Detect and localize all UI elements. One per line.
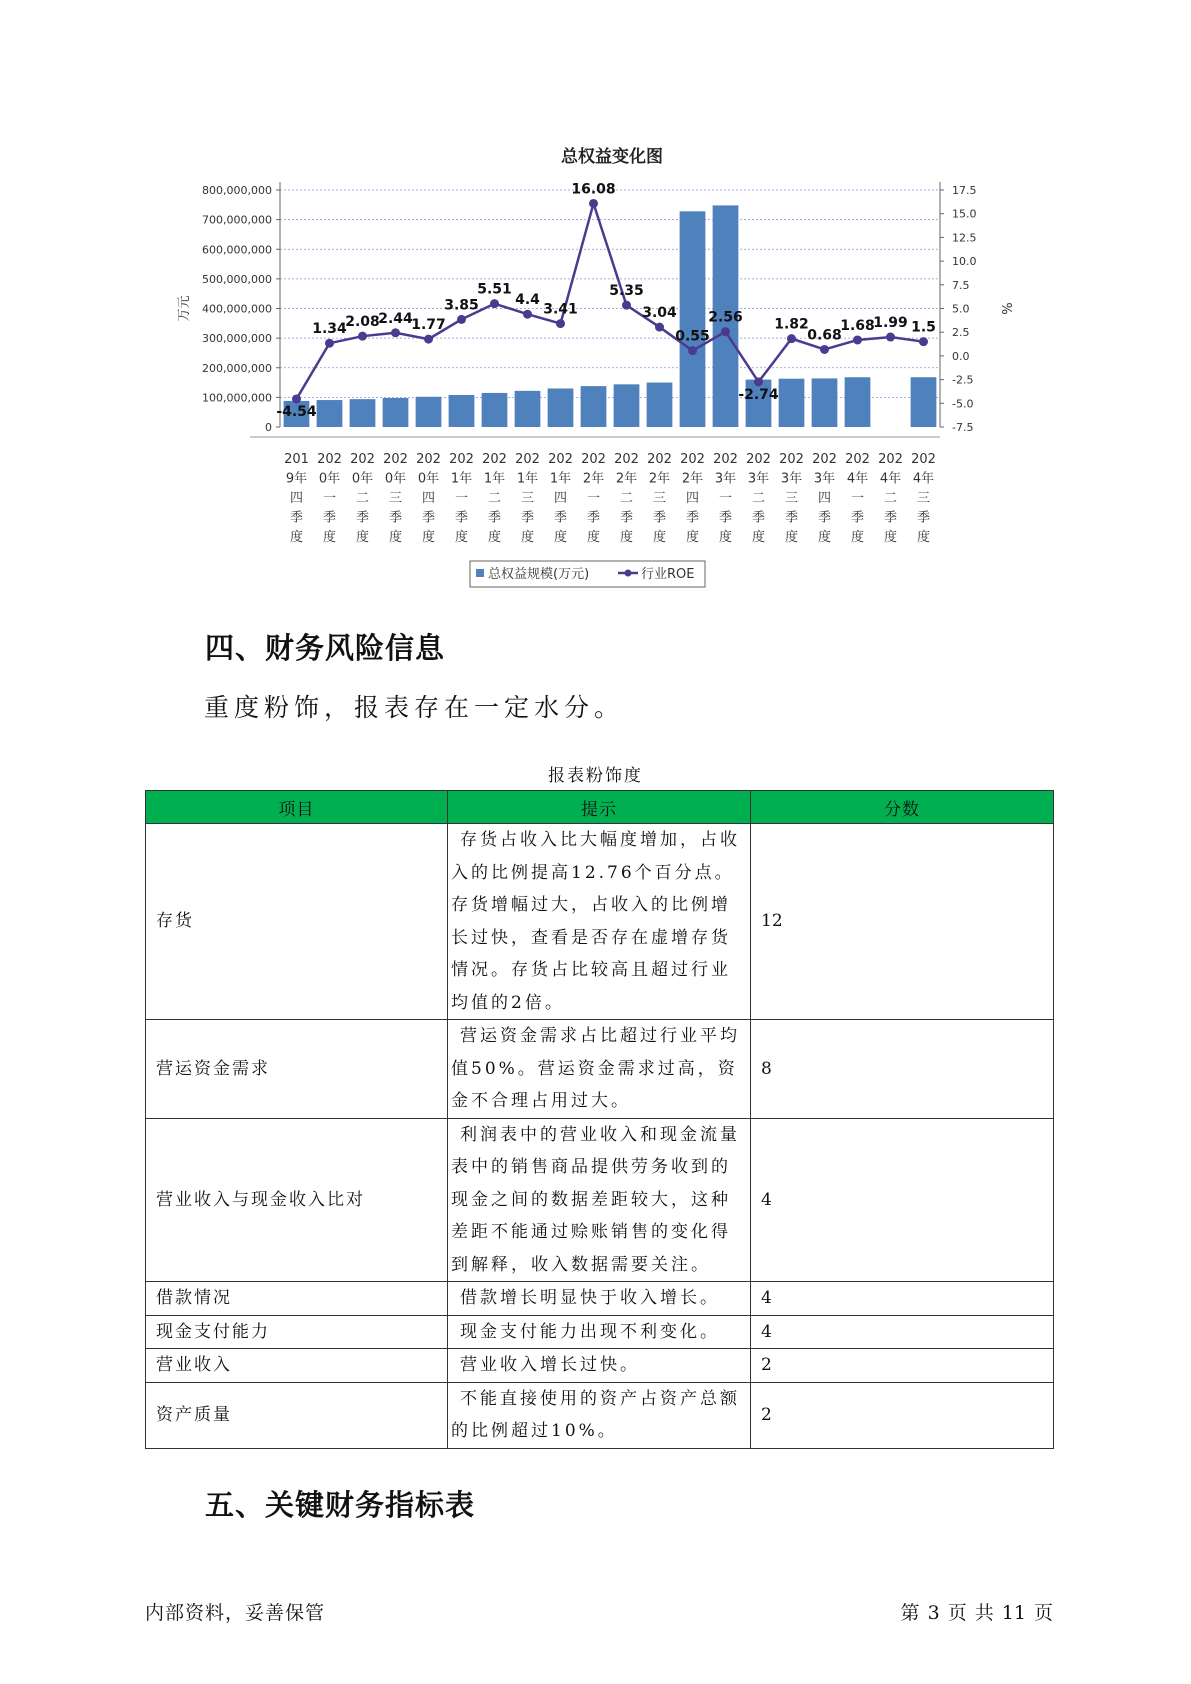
x-tick-label: 季 [850,510,865,526]
row-item: 借款情况 [146,1282,448,1316]
bar [911,377,937,427]
x-tick-label: 202 [515,452,540,467]
x-tick-label: 三 [652,491,667,506]
x-tick-label: 0年 [318,471,341,487]
roe-point [292,394,301,403]
x-tick-label: 201 [284,452,309,467]
roe-data-label: 1.5 [911,319,936,336]
roe-data-label: 1.99 [873,315,908,332]
table-row [146,1020,1054,1119]
row-score: 8 [751,1020,1054,1119]
x-tick-label: 季 [553,510,568,526]
x-tick-label: 四 [421,491,436,506]
y-left-tick-label: 600,000,000 [202,243,272,257]
x-tick-label: 三 [520,491,535,506]
roe-point [721,327,730,336]
y-right-tick-label: 0.0 [952,349,970,363]
plot-area [280,182,940,427]
x-tick-label: 季 [784,510,799,526]
y-left-tick-label: 100,000,000 [202,391,272,405]
x-tick-label: 三 [388,491,403,506]
x-tick-label: 季 [355,510,370,526]
x-tick-label: 度 [487,530,502,545]
bar [647,383,673,427]
x-tick-label: 季 [289,510,304,526]
roe-data-label: 3.85 [444,297,479,314]
x-tick-label: 度 [289,530,304,545]
x-tick-label: 度 [784,530,799,545]
x-tick-label: 二 [883,491,898,506]
table-row [146,1118,1054,1282]
x-tick-label: 度 [454,530,469,545]
x-tick-label: 度 [586,530,601,545]
x-tick-label: 二 [619,491,634,506]
x-tick-label: 度 [850,530,865,545]
roe-point [787,334,796,343]
bar [515,391,541,427]
roe-point [325,339,334,348]
row-score: 4 [751,1282,1054,1316]
row-tip: 借款增长明显快于收入增长。 [448,1282,751,1316]
x-tick-label: 202 [878,452,903,467]
roe-point [622,301,631,310]
x-tick-label: 度 [421,530,436,545]
x-tick-label: 四 [685,491,700,506]
roe-point [490,299,499,308]
x-tick-label: 4年 [846,471,869,487]
x-tick-label: 202 [449,452,474,467]
roe-point [589,199,598,208]
roe-data-label: 1.34 [312,321,347,338]
x-tick-label: 季 [652,510,667,526]
x-tick-label: 202 [713,452,738,467]
roe-point [853,335,862,344]
x-tick-label: 度 [685,530,700,545]
x-tick-label: 2年 [582,471,605,487]
y-right-tick-label: -7.5 [952,421,974,434]
x-tick-label: 一 [850,491,865,506]
roe-point [358,332,367,341]
legend-line-label: 行业ROE [641,567,695,582]
x-tick-label: 度 [652,530,667,545]
row-score: 2 [751,1349,1054,1383]
x-tick-label: 季 [883,510,898,526]
x-tick-label: 0年 [351,471,374,487]
row-tip: 利润表中的营业收入和现金流量表中的销售商品提供劳务收到的现金之间的数据差距较大，这种差距不能通过赊账销售的变化得到解释，收入数据需要关注。 [448,1118,751,1282]
roe-point [688,346,697,355]
row-item: 营运资金需求 [146,1020,448,1119]
table-row [146,824,1054,1020]
y-right-tick-label: 7.5 [952,278,970,292]
y-right-tick-label: 2.5 [952,326,970,340]
section-title-financial-risk: 四、财务风险信息 [205,631,446,665]
x-tick-label: 一 [718,491,733,506]
bar [548,388,574,427]
chart-title: 总权益变化图 [561,147,663,167]
roe-data-label: 4.4 [515,292,540,309]
x-tick-label: 1年 [549,471,572,487]
x-tick-label: 四 [817,491,832,506]
roe-data-label: 16.08 [571,181,616,198]
footer-page-number: 第 3 页 共 11 页 [900,1602,1053,1624]
y-right-axis-label: % [998,302,1013,315]
roe-data-label: -2.74 [738,386,779,403]
roe-data-label: 2.44 [378,310,413,327]
x-tick-label: 202 [812,452,837,467]
roe-data-label: 1.68 [840,317,875,334]
y-left-tick-label: 300,000,000 [202,332,272,346]
row-item: 现金支付能力 [146,1315,448,1349]
y-left-tick-label: 800,000,000 [202,184,272,197]
x-tick-label: 202 [350,452,375,467]
roe-point [919,337,928,346]
x-tick-label: 一 [454,491,469,506]
x-tick-label: 二 [487,491,502,506]
x-tick-label: 202 [482,452,507,467]
x-tick-label: 202 [614,452,639,467]
x-tick-label: 1年 [450,471,473,487]
risk-table [145,790,1054,1449]
roe-data-label: 1.77 [411,317,446,334]
y-left-tick-label: 0 [265,421,272,434]
roe-data-label: 5.51 [477,281,512,298]
row-score: 12 [751,824,1054,1020]
x-tick-label: 季 [718,510,733,526]
x-tick-label: 202 [581,452,606,467]
x-tick-label: 一 [322,491,337,506]
y-right-tick-label: -5.0 [952,397,974,411]
table-row [146,1282,1054,1316]
x-tick-label: 2年 [681,471,704,487]
table-caption: 报表粉饰度 [548,766,643,786]
bar [482,393,508,427]
legend-bar-swatch [476,569,484,577]
roe-data-label: 1.82 [774,316,809,333]
x-tick-label: 202 [383,452,408,467]
y-left-axis-label: 万元 [177,295,192,322]
bar [350,399,376,427]
roe-data-label: 0.68 [807,327,842,344]
x-tick-label: 2年 [615,471,638,487]
roe-point [655,323,664,332]
y-right-tick-label: 5.0 [952,302,970,316]
table-header-row [146,791,1054,824]
roe-point [556,319,565,328]
x-tick-label: 度 [916,530,931,545]
x-tick-label: 度 [718,530,733,545]
roe-point [391,328,400,337]
x-tick-label: 四 [289,491,304,506]
x-tick-label: 季 [322,510,337,526]
x-tick-label: 一 [586,491,601,506]
x-tick-label: 季 [619,510,634,526]
y-right-tick-label: 15.0 [952,207,977,221]
x-tick-label: 度 [355,530,370,545]
x-tick-label: 度 [520,530,535,545]
x-tick-label: 度 [388,530,403,545]
x-tick-label: 度 [619,530,634,545]
row-item: 营业收入与现金收入比对 [146,1118,448,1282]
x-tick-label: 1年 [483,471,506,487]
roe-point [424,335,433,344]
bar [680,211,706,427]
x-tick-label: 季 [916,510,931,526]
bar [779,379,805,427]
row-item: 存货 [146,824,448,1020]
x-tick-label: 202 [845,452,870,467]
bar [614,384,640,427]
x-tick-label: 季 [751,510,766,526]
roe-point [754,377,763,386]
x-tick-label: 季 [388,510,403,526]
x-tick-label: 202 [548,452,573,467]
x-tick-label: 季 [421,510,436,526]
y-right-tick-label: 10.0 [952,255,977,269]
row-item: 营业收入 [146,1349,448,1383]
roe-data-label: 3.41 [543,301,578,318]
x-tick-label: 4年 [912,471,935,487]
row-tip: 营运资金需求占比超过行业平均值50%。营运资金需求过高，资金不合理占用过大。 [448,1020,751,1119]
row-tip: 存货占收入比大幅度增加，占收入的比例提高12.76个百分点。存货增幅过大，占收入的比例增长过快，查看是否存在虚增存货情况。存货占比较高且超过行业均值的2倍。 [448,824,751,1020]
roe-data-label: 2.56 [708,309,743,326]
y-left-tick-label: 500,000,000 [202,272,272,286]
roe-point [457,315,466,324]
x-tick-label: 2年 [648,471,671,487]
header-tip: 提示 [448,791,751,824]
roe-point [886,333,895,342]
x-tick-label: 1年 [516,471,539,487]
x-tick-label: 202 [746,452,771,467]
risk-summary: 重度粉饰，报表存在一定水分。 [204,693,625,722]
header-score: 分数 [751,791,1054,824]
bar [449,395,475,427]
table-row [146,1315,1054,1349]
y-right-tick-label: -2.5 [952,373,974,387]
x-tick-label: 度 [883,530,898,545]
x-tick-label: 3年 [780,471,803,487]
x-tick-label: 度 [817,530,832,545]
bar [416,397,442,427]
x-tick-label: 度 [751,530,766,545]
x-tick-label: 202 [416,452,441,467]
equity-chart-svg [170,140,1020,600]
y-left-tick-label: 700,000,000 [202,213,272,227]
row-score: 2 [751,1382,1054,1448]
table-row [146,1382,1054,1448]
x-tick-label: 0年 [417,471,440,487]
x-tick-label: 202 [911,452,936,467]
roe-data-label: 5.35 [609,283,644,300]
bar [581,386,607,427]
roe-point [820,345,829,354]
legend-bar-label: 总权益规模(万元) [488,567,590,582]
x-tick-label: 季 [817,510,832,526]
section-title-key-indicators: 五、关键财务指标表 [205,1488,476,1522]
roe-data-label: 3.04 [642,305,677,322]
x-tick-label: 二 [355,491,370,506]
legend-line-marker [625,570,632,577]
table-row [146,1349,1054,1383]
roe-data-label: -4.54 [276,403,317,420]
x-tick-label: 3年 [747,471,770,487]
y-right-tick-label: 17.5 [952,184,977,197]
header-item: 项目 [146,791,448,824]
row-tip: 不能直接使用的资产占资产总额的比例超过10%。 [448,1382,751,1448]
y-right-tick-label: 12.5 [952,231,977,245]
bar [317,400,343,427]
x-tick-label: 季 [520,510,535,526]
x-tick-label: 季 [685,510,700,526]
x-tick-label: 3年 [714,471,737,487]
x-tick-label: 二 [751,491,766,506]
x-tick-label: 三 [784,491,799,506]
x-tick-label: 0年 [384,471,407,487]
y-left-tick-label: 400,000,000 [202,302,272,316]
x-tick-label: 202 [317,452,342,467]
y-left-tick-label: 200,000,000 [202,361,272,375]
x-tick-label: 202 [680,452,705,467]
x-tick-label: 四 [553,491,568,506]
row-score: 4 [751,1315,1054,1349]
x-tick-label: 季 [586,510,601,526]
x-tick-label: 3年 [813,471,836,487]
x-tick-label: 4年 [879,471,902,487]
bar [383,398,409,427]
x-tick-label: 度 [553,530,568,545]
roe-point [523,310,532,319]
x-tick-label: 季 [487,510,502,526]
row-item: 资产质量 [146,1382,448,1448]
x-tick-label: 三 [916,491,931,506]
x-tick-label: 202 [779,452,804,467]
x-tick-label: 季 [454,510,469,526]
bar [812,378,838,427]
equity-chart [170,140,1020,600]
roe-data-label: 2.08 [345,314,380,331]
row-tip: 现金支付能力出现不利变化。 [448,1315,751,1349]
bar [845,377,871,427]
x-tick-label: 9年 [285,471,308,487]
row-tip: 营业收入增长过快。 [448,1349,751,1383]
x-tick-label: 度 [322,530,337,545]
footer-confidential: 内部资料，妥善保管 [145,1602,326,1624]
x-tick-label: 202 [647,452,672,467]
row-score: 4 [751,1118,1054,1282]
roe-data-label: 0.55 [675,328,710,345]
